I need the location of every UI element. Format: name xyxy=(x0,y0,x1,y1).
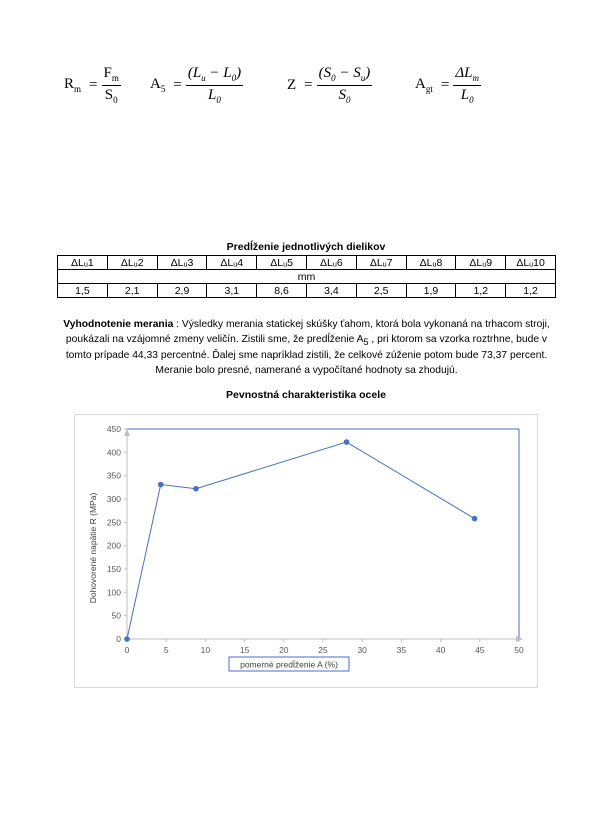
value-cell: 1,5 xyxy=(58,284,108,298)
x-tick-label: 15 xyxy=(239,645,250,655)
value-cell: 2,9 xyxy=(157,284,207,298)
value-cell: 3,1 xyxy=(207,284,257,298)
formula-a5: $A_5$ = $\frac{(L_u - L_0)}{L_0}$ xyxy=(150,64,242,105)
table-value-row xyxy=(58,284,556,298)
formula-agt: $A_{gt}$ = $\frac{\Delta L_m}{L_0}$ xyxy=(415,64,479,105)
evaluation-text-1: : Výsledky merania statickej skúšky ťahom, ktorá bola vykonaná na trhacom stroji, poukázali na vzájomné zmeny veličín. Zistili sme, že predĺženie A xyxy=(65,319,550,345)
header-cell: ΔLᵤ10 xyxy=(506,256,556,270)
x-tick-label: 40 xyxy=(435,645,446,655)
chart-area xyxy=(74,414,538,688)
x-tick-label: 30 xyxy=(357,645,367,655)
y-axis-label: Dohovorené napätie R (MPa) xyxy=(88,492,98,604)
value-cell: 1,9 xyxy=(406,284,456,298)
y-tick-label: 0 xyxy=(116,634,121,644)
table-unit-row xyxy=(58,270,556,284)
value-cell: 3,4 xyxy=(306,284,356,298)
y-tick-label: 50 xyxy=(111,610,121,621)
value-cell: 1,2 xyxy=(456,284,506,298)
header-cell: ΔLᵤ7 xyxy=(356,256,406,270)
elongation-table xyxy=(57,255,556,298)
y-axis-arrow xyxy=(124,429,130,436)
y-tick-label: 150 xyxy=(106,564,121,574)
x-tick-label: 50 xyxy=(514,645,524,655)
x-tick-label: 10 xyxy=(200,645,211,655)
header-cell: ΔLᵤ1 xyxy=(58,256,108,270)
x-tick-label: 35 xyxy=(396,645,407,655)
data-point xyxy=(158,482,164,488)
header-cell: ΔLᵤ6 xyxy=(306,256,356,270)
formula-rm: $R_m$ = $\frac{F_m}{S_0}$ xyxy=(64,64,119,105)
header-cell: ΔLᵤ9 xyxy=(456,256,506,270)
chart-svg xyxy=(75,415,537,687)
data-point xyxy=(124,636,130,642)
y-tick-label: 100 xyxy=(106,587,121,598)
y-tick-label: 250 xyxy=(106,517,121,528)
unit-cell: mm xyxy=(58,270,556,284)
evaluation-paragraph xyxy=(58,318,555,378)
x-tick-label: 45 xyxy=(475,645,485,655)
y-tick-label: 350 xyxy=(106,470,121,481)
table-header-row xyxy=(58,256,556,270)
header-cell: ΔLᵤ8 xyxy=(406,256,456,270)
x-tick-label: 25 xyxy=(318,645,328,655)
evaluation-sub: 5 xyxy=(363,336,369,347)
chart-title: Pevnostná charakteristika ocele xyxy=(226,389,386,401)
y-tick-label: 200 xyxy=(106,540,121,551)
header-cell: ΔLᵤ2 xyxy=(107,256,157,270)
table-title: Predĺženie jednotlivých dielikov xyxy=(226,241,386,253)
header-cell: ΔLᵤ4 xyxy=(207,256,257,270)
x-tick-label: 0 xyxy=(124,645,130,655)
x-tick-label: 5 xyxy=(163,645,169,655)
header-cell: ΔLᵤ5 xyxy=(257,256,307,270)
y-tick-label: 400 xyxy=(106,447,121,458)
formulas xyxy=(0,62,612,112)
value-cell: 2,1 xyxy=(107,284,157,298)
value-cell: 1,2 xyxy=(506,284,556,298)
data-point xyxy=(472,516,478,522)
data-point xyxy=(193,486,199,492)
evaluation-label: Vyhodnotenie merania xyxy=(63,319,174,330)
y-tick-label: 450 xyxy=(106,424,121,434)
y-tick-label: 300 xyxy=(106,494,121,504)
evaluation-text-2: , pri ktorom sa vzorka roztrhne, bude v tomto prípade 44,33 percentné. Ďalej sme napríklad zistili, že celkové zúženie potom bude 73,37 percent. Meranie bolo presné, namerané a vypočítané hodnoty sa zhodujú. xyxy=(65,333,548,376)
header-cell: ΔLᵤ3 xyxy=(157,256,207,270)
x-axis-label: pomerné predĺženie A (%) xyxy=(240,659,338,670)
formula-z: Z = $\frac{(S_0 - S_u)}{S_0}$ xyxy=(287,64,371,105)
value-cell: 8,6 xyxy=(257,284,307,298)
series-line xyxy=(127,442,475,639)
value-cell: 2,5 xyxy=(356,284,406,298)
x-tick-label: 20 xyxy=(279,645,289,655)
data-point xyxy=(344,439,350,445)
